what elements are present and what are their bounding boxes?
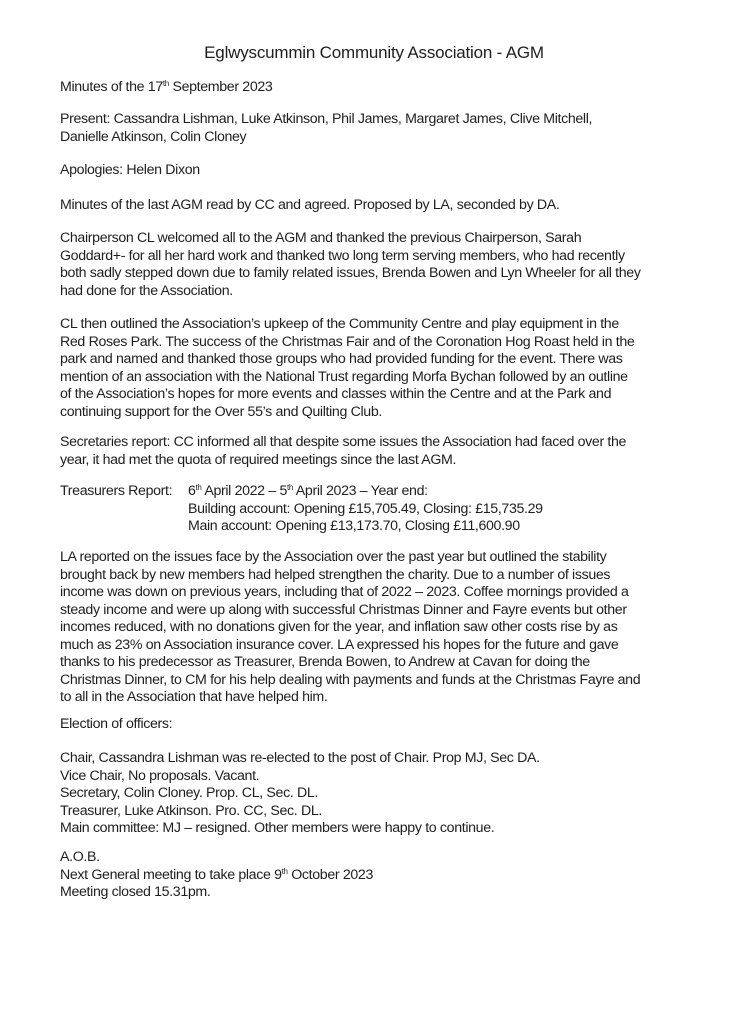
period-text: April 2023 – Year end: (292, 483, 428, 499)
paragraph-line: brought back by new members had helped strengthen the charity. Due to a number of issues (60, 566, 611, 583)
election-line: Main committee: MJ – resigned. Other members were happy to continue. (60, 820, 495, 836)
paragraph-line: Secretaries report: CC informed all that despite some issues the Association had faced over the (60, 434, 627, 450)
next-meeting-sup: th (281, 866, 288, 876)
treasurers-label: Treasurers Report: (60, 483, 173, 499)
present-section (60, 111, 710, 146)
paragraph-line: Red Roses Park. The success of the Christmas Fair and of the Coronation Hog Roast held in the (60, 333, 635, 350)
paragraph-line: of the Association’s hopes for more events and classes within the Centre and at the Park and (60, 386, 612, 402)
present-line: Danielle Atkinson, Colin Cloney (60, 128, 247, 145)
paragraph-line: thanks to his predecessor as Treasurer, Brenda Bowen, to Andrew at Cavan for doing the (60, 654, 590, 670)
election-line: Secretary, Colin Cloney. Prop. CL, Sec. DL. (60, 785, 319, 801)
date-text: Minutes of the 17 (60, 79, 163, 95)
upkeep-section (60, 316, 710, 421)
paragraph-line: both sadly stepped down due to family related issues, Brenda Bowen and Lyn Wheeler for all they (60, 265, 641, 281)
last-minutes-line: Minutes of the last AGM read by CC and agreed. Proposed by LA, seconded by DA. (60, 197, 560, 213)
date-text-suffix: September 2023 (168, 79, 273, 95)
apologies-section (60, 162, 710, 180)
building-account-line: Building account: Opening £15,705.49, Closing: £15,735.29 (188, 500, 543, 517)
secretaries-section (60, 434, 710, 469)
paragraph-line: Goddard+- for all her hard work and thanked two long term serving members, who had recently (60, 247, 625, 264)
aob-section (60, 849, 710, 902)
treasurers-period (188, 483, 710, 501)
paragraph-line: CL then outlined the Association’s upkeep of the Community Centre and play equipment in the (60, 316, 619, 332)
main-account-line: Main account: Opening £13,173.70, Closing £11,600.90 (188, 518, 520, 534)
paragraph-line: year, it had met the quota of required meetings since the last AGM. (60, 451, 457, 468)
paragraph-line: LA reported on the issues face by the Association over the past year but outlined the stability (60, 549, 607, 565)
election-heading: Election of officers: (60, 716, 173, 732)
treasurers-section (60, 483, 710, 536)
period-sup: th (195, 483, 202, 492)
paragraph-line: to all in the Association that have helped him. (60, 689, 328, 705)
period-text: April 2022 – 5 (201, 483, 287, 499)
paragraph-line: Christmas Dinner, to CM for his help dealing with payments and funds at the Christmas Fayre and (60, 671, 641, 688)
date-sup: th (162, 79, 169, 88)
election-line: Vice Chair, No proposals. Vacant. (60, 767, 260, 784)
period-text: 6 (188, 483, 196, 499)
election-section (60, 750, 710, 838)
paragraph-line: park and named and thanked those groups who had provided funding for the event. There was (60, 351, 623, 367)
paragraph-line: continuing support for the Over 55’s and Quilting Club. (60, 403, 382, 420)
election-heading-section (60, 716, 710, 734)
apologies-line: Apologies: Helen Dixon (60, 162, 200, 178)
period-sup: th (287, 483, 293, 492)
document-title: Eglwyscummin Community Association - AGM (204, 43, 544, 62)
last-minutes-section (60, 197, 710, 215)
chair-welcome-section (60, 230, 710, 300)
paragraph-line: income was down on previous years, including that of 2022 – 2023. Coffee mornings provided a (60, 584, 629, 600)
paragraph-line: had done for the Association. (60, 282, 233, 299)
next-meeting-text-suffix: October 2023 (287, 866, 373, 883)
next-meeting-text: Next General meeting to take place 9 (60, 866, 282, 883)
present-line: Present: Cassandra Lishman, Luke Atkinson, Phil James, Margaret James, Clive Mitchell, (60, 111, 593, 127)
election-line: Chair, Cassandra Lishman was re-elected to the post of Chair. Prop MJ, Sec DA. (60, 750, 540, 766)
paragraph-line: much as 23% on Association insurance cover. LA expressed his hopes for the future and gave (60, 636, 619, 653)
aob-heading: A.O.B. (60, 849, 100, 865)
la-report-section (60, 549, 710, 707)
paragraph-line: Chairperson CL welcomed all to the AGM and thanked the previous Chairperson, Sarah (60, 230, 582, 246)
election-line: Treasurer, Luke Atkinson. Pro. CC, Sec. DL. (60, 802, 322, 819)
paragraph-line: incomes reduced, with no donations given for the year, and inflation saw other costs rise by as (60, 619, 618, 635)
minutes-date (60, 79, 710, 97)
paragraph-line: mention of an association with the National Trust regarding Morfa Bychan followed by an outline (60, 368, 628, 385)
next-meeting-line (60, 867, 710, 885)
paragraph-line: steady income and were up along with successful Christmas Dinner and Fayre events but other (60, 601, 627, 618)
meeting-closed-line: Meeting closed 15.31pm. (60, 884, 211, 900)
